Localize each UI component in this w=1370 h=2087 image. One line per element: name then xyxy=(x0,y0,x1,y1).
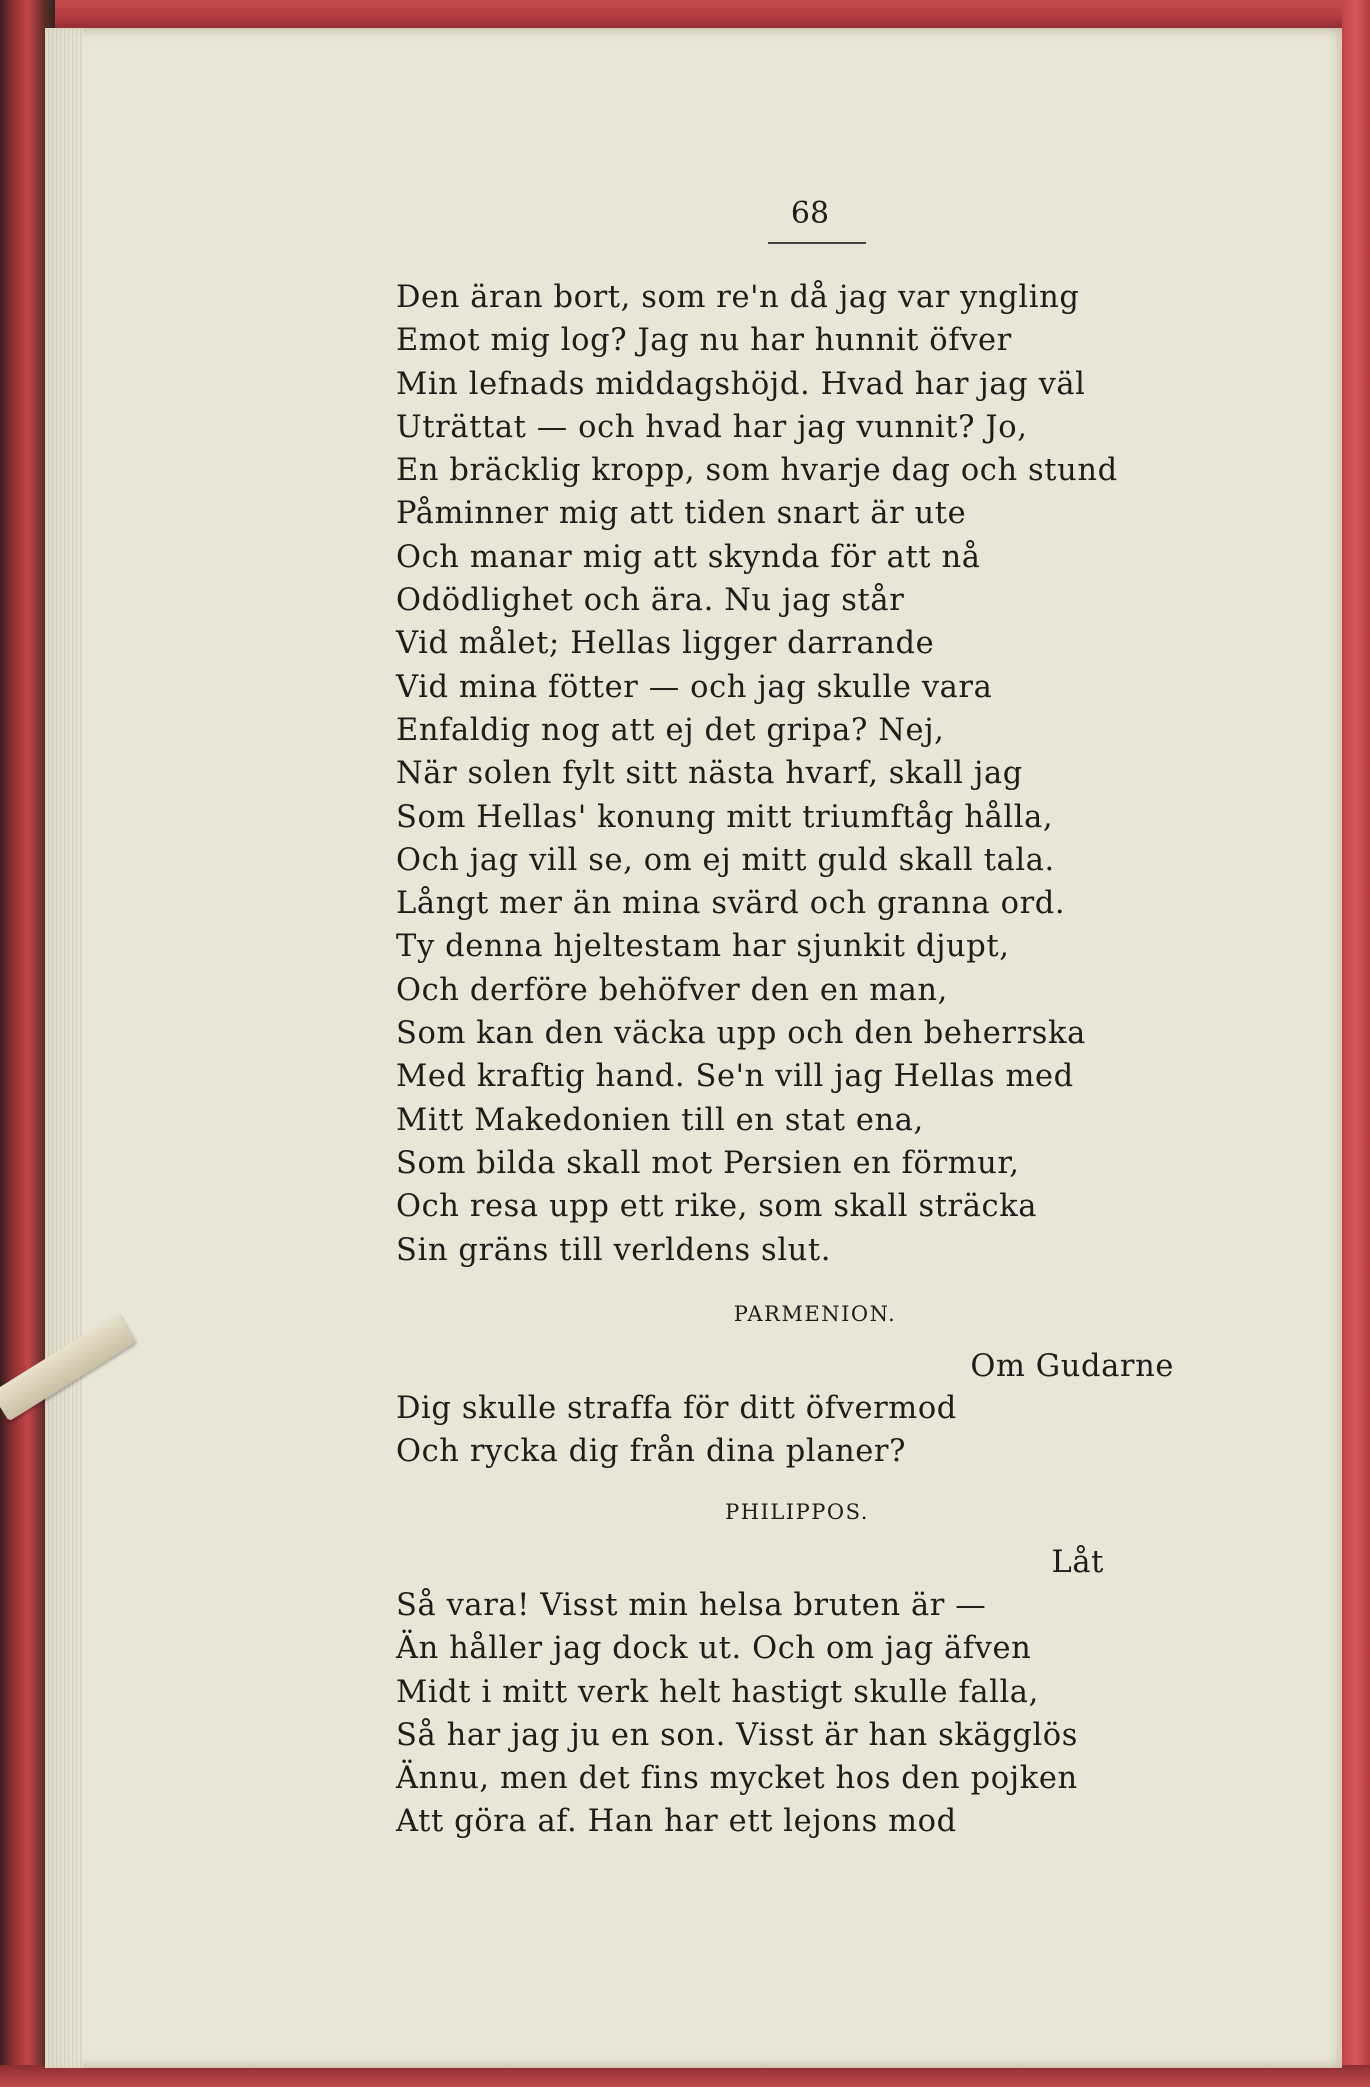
verse-line: Vid målet; Hellas ligger darrande xyxy=(396,626,935,662)
page-number: 68 xyxy=(790,196,830,231)
verse-line: Och manar mig att skynda för att nå xyxy=(396,539,981,575)
verse-line: Som bilda skall mot Persien en förmur, xyxy=(396,1145,1020,1181)
verse-line: Som kan den väcka upp och den beherrska xyxy=(396,1016,1086,1052)
verse-line: Min lefnads middagshöjd. Hvad har jag väl xyxy=(396,366,1086,402)
page-edges xyxy=(45,28,83,2068)
verse-line: Långt mer än mina svärd och granna ord. xyxy=(396,886,1066,922)
verse-line: Och derföre behöfver den en man, xyxy=(396,972,948,1008)
verse-line: Ännu, men det fins mycket hos den pojken xyxy=(396,1761,1078,1797)
verse-line-parmenion-start: Om Gudarne xyxy=(970,1349,1174,1384)
verse-block-philippos-reply xyxy=(396,1584,1246,1844)
verse-block-philippos-speech xyxy=(396,276,1246,1272)
verse-line: Odödlighet och ära. Nu jag står xyxy=(396,583,905,619)
verse-line: Dig skulle straffa för ditt öfvermod xyxy=(396,1391,957,1426)
verse-line: Så vara! Visst min helsa bruten är — xyxy=(396,1588,987,1623)
verse-line: Att göra af. Han har ett lejons mod xyxy=(396,1804,957,1840)
verse-line: Sin gräns till verldens slut. xyxy=(396,1232,832,1268)
verse-line: Påminner mig att tiden snart är ute xyxy=(396,496,967,532)
verse-line: Uträttat — och hvad har jag vunnit? Jo, xyxy=(396,409,1028,445)
cover-edge-top xyxy=(0,0,1370,30)
verse-line: Än håller jag dock ut. Och om jag äfven xyxy=(396,1631,1032,1667)
verse-line: Som Hellas' konung mitt triumftåg hålla, xyxy=(396,799,1054,835)
verse-line: Och resa upp ett rike, som skall sträcka xyxy=(396,1189,1038,1225)
verse-line: Och jag vill se, om ej mitt guld skall tala. xyxy=(396,842,1055,878)
verse-line: Vid mina fötter — och jag skulle vara xyxy=(396,669,993,705)
verse-line: Emot mig log? Jag nu har hunnit öfver xyxy=(396,323,1012,359)
verse-line: Den äran bort, som re'n då jag var yngling xyxy=(396,280,1080,315)
verse-line: Enfaldig nog att ej det gripa? Nej, xyxy=(396,712,945,748)
verse-line: Midt i mitt verk helt hastigt skulle falla, xyxy=(396,1674,1039,1710)
verse-line: Och rycka dig från dina planer? xyxy=(396,1434,907,1470)
verse-line: En bräcklig kropp, som hvarje dag och stund xyxy=(396,453,1118,489)
verse-line: Så har jag ju en son. Visst är han skägglös xyxy=(396,1717,1079,1753)
verse-block-parmenion xyxy=(396,1387,1246,1474)
speaker-name-philippos: PHILIPPOS. xyxy=(725,1500,869,1524)
page-number-rule xyxy=(768,242,866,244)
cover-edge-right xyxy=(1342,0,1370,2087)
verse-line: Med kraftig hand. Se'n vill jag Hellas med xyxy=(396,1059,1074,1095)
verse-line: När solen fylt sitt nästa hvarf, skall jag xyxy=(396,756,1023,792)
cover-edge-bottom xyxy=(0,2065,1370,2087)
verse-line-philippos-start: Låt xyxy=(1051,1545,1104,1580)
verse-line: Mitt Makedonien till en stat ena, xyxy=(396,1102,924,1138)
verse-line: Ty denna hjeltestam har sjunkit djupt, xyxy=(396,929,1010,965)
speaker-name-parmenion: PARMENION. xyxy=(733,1302,897,1326)
